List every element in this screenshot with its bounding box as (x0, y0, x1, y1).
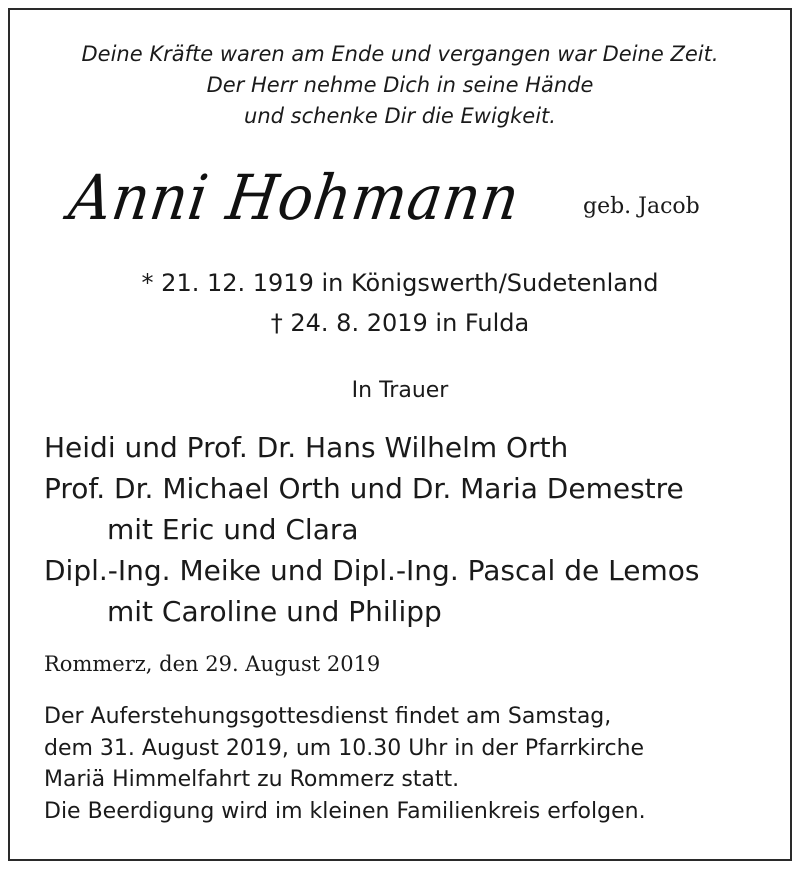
mourner-line: mit Eric und Clara (107, 513, 359, 546)
birth-date: * 21. 12. 1919 in Königswerth/Sudetenland (141, 269, 659, 297)
mourners-list (44, 427, 699, 632)
service-line: Die Beerdigung wird im kleinen Familienkreis erfolgen. (44, 798, 646, 824)
deceased-name: Anni Hohmann (64, 161, 525, 234)
mourner-line: Prof. Dr. Michael Orth und Dr. Maria Demestre (44, 472, 684, 505)
deceased-name-line (0, 158, 800, 238)
poem (0, 39, 800, 132)
service-line: Mariä Himmelfahrt zu Rommerz statt. (44, 767, 460, 792)
mourner-line: Dipl.-Ing. Meike und Dipl.-Ing. Pascal de Lemos (44, 554, 700, 587)
service-line: dem 31. August 2019, um 10.30 Uhr in der Pfarrkirche (44, 735, 645, 761)
mourner-line: Heidi und Prof. Dr. Hans Wilhelm Orth (44, 431, 569, 464)
death-date: † 24. 8. 2019 in Fulda (270, 309, 530, 337)
maiden-name: geb. Jacob (583, 194, 700, 219)
poem-line: und schenke Dir die Ewigkeit. (244, 104, 556, 128)
mourner-line: mit Caroline und Philipp (107, 595, 442, 628)
poem-line: Der Herr nehme Dich in seine Hände (206, 73, 594, 97)
mourning-heading: In Trauer (351, 378, 449, 403)
place-date: Rommerz, den 29. August 2019 (44, 652, 381, 676)
poem-line: Deine Kräfte waren am Ende und vergangen war Deine Zeit. (81, 42, 719, 66)
life-dates (0, 263, 800, 343)
service-line: Der Auferstehungsgottesdienst findet am Samstag, (44, 704, 612, 729)
service-notice (44, 701, 646, 827)
